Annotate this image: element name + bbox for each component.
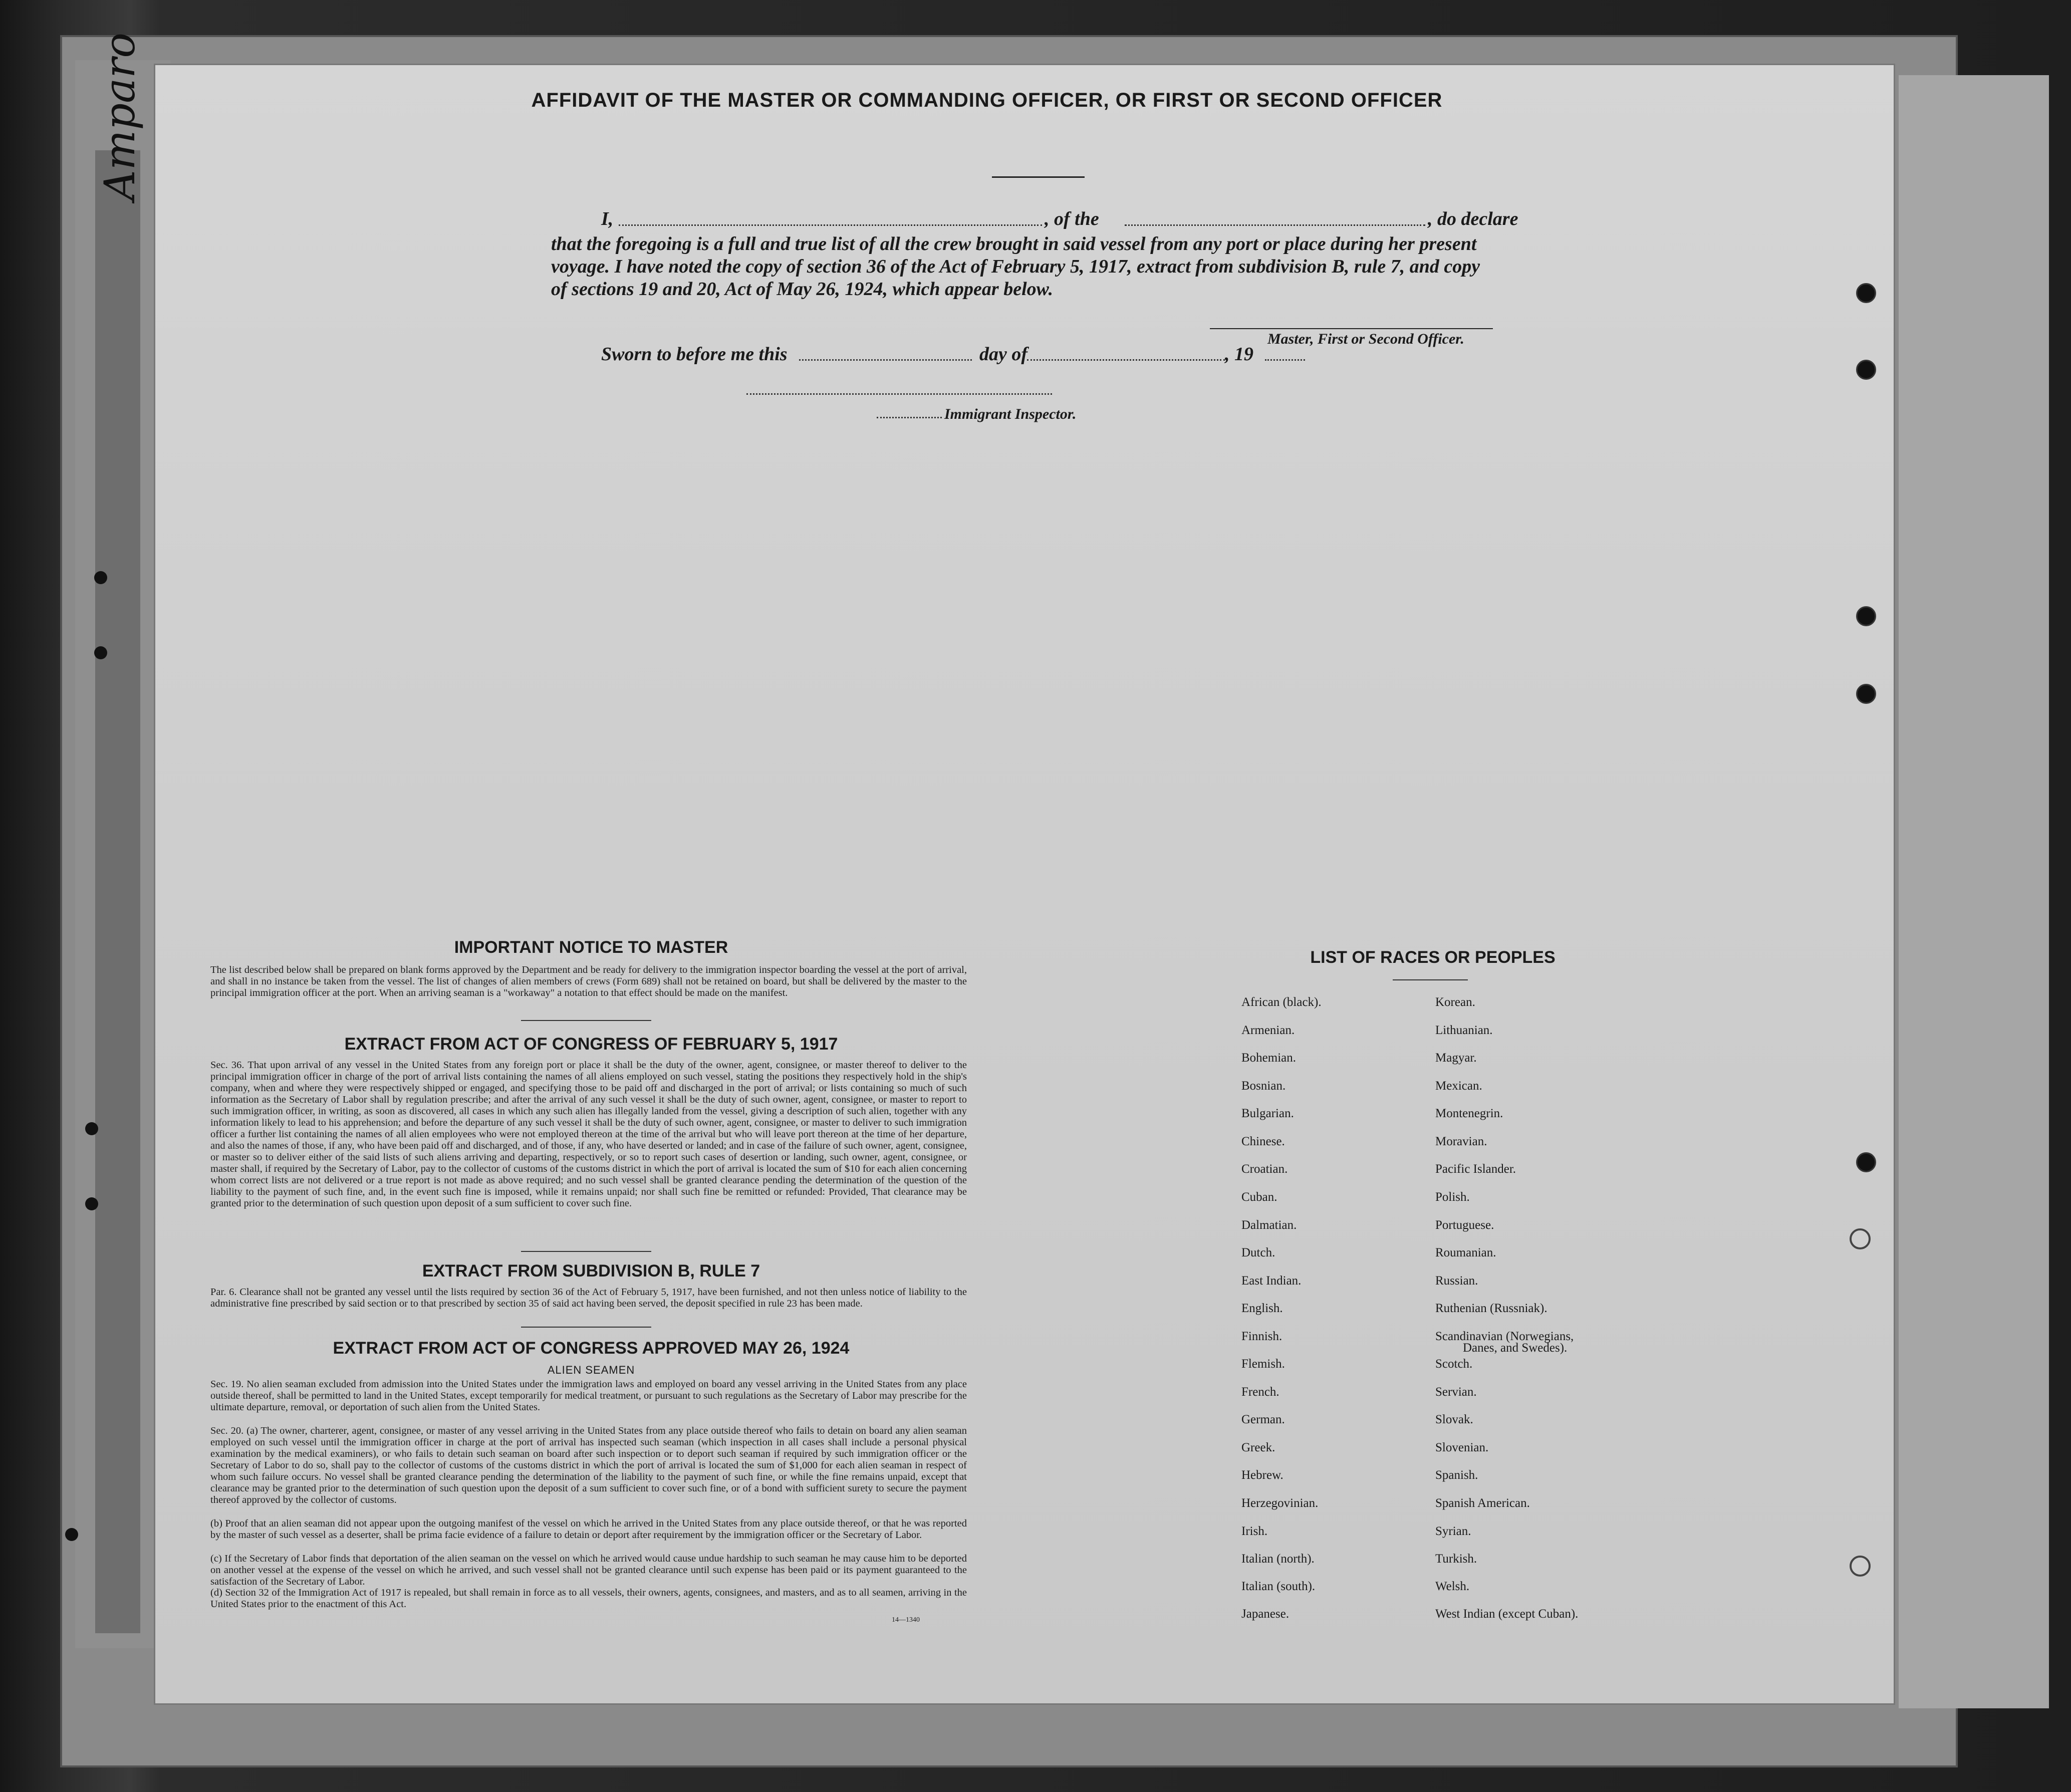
notice-title: IMPORTANT NOTICE TO MASTER [454, 938, 728, 957]
race-left-item: Bohemian. [1241, 1051, 1297, 1065]
subdivision-b-title: EXTRACT FROM SUBDIVISION B, RULE 7 [422, 1261, 760, 1281]
races-title-underline [1393, 979, 1468, 980]
sworn-year-blank [1265, 359, 1305, 361]
race-left-item: Flemish. [1241, 1357, 1285, 1371]
race-left-item: Italian (north). [1241, 1552, 1315, 1566]
extract-1924-title: EXTRACT FROM ACT OF CONGRESS APPROVED MAY 26, 1924 [333, 1339, 850, 1358]
notice-body: The list described below shall be prepared on blank forms approved by the Department and be ready for delivery to the immigration inspector boarding the vessel at the port of arrival, and shall in no instance be taken from the vessel. The list of changes of alien members of crews (Form 689) shall not be retained on board, but shall be delivered by the master to the principal immigration officer at the port. When an arriving seaman is a "workaway" a notation to that effect should be made on the manifest. [210, 964, 967, 998]
race-right-item: Spanish American. [1435, 1496, 1530, 1510]
race-right-item: Slovenian. [1435, 1441, 1489, 1454]
inspector-signature-line [746, 393, 1052, 395]
race-right-item: Ruthenian (Russniak). [1435, 1302, 1547, 1315]
affidavit-do-declare: , do declare [1428, 208, 1518, 229]
race-right-item: Moravian. [1435, 1135, 1487, 1148]
affidavit-line-4: of sections 19 and 20, Act of May 26, 1924, which appear below. [551, 279, 1054, 300]
punch-hole [1856, 360, 1876, 380]
affidavit-title: AFFIDAVIT OF THE MASTER OR COMMANDING OFFICER, OR FIRST OR SECOND OFFICER [531, 89, 1443, 111]
binding-hole [94, 646, 107, 659]
binding-hole [85, 1122, 98, 1135]
race-right-item: Russian. [1435, 1274, 1478, 1288]
race-right-item: Slovak. [1435, 1413, 1473, 1426]
title-underline [992, 176, 1085, 178]
sec-20b-body: (b) Proof that an alien seaman did not appear upon the outgoing manifest of the vessel on which he arrived in the United States from any place outside thereof, or that he was reported by the master of such vessel as a deserter, shall be prima facie evidence of a failure to detain or deport after requirement by the immigration officer or the Secretary of Labor. [210, 1518, 967, 1541]
race-left-item: French. [1241, 1385, 1279, 1399]
race-item-continuation: Danes, and Swedes). [1463, 1341, 1568, 1355]
race-right-item: Syrian. [1435, 1524, 1471, 1538]
sec-20c-body: (c) If the Secretary of Labor finds that deportation of the alien seaman on the vessel on which he arrived would cause undue hardship to such seaman he may cause him to be deported on another vessel at the expense of the vessel on which he arrived, and such vessel shall not be granted clearance until such expense has been paid or its payment guaranteed to the satisfaction of the Secretary of Labor. [210, 1553, 967, 1587]
race-left-item: Italian (south). [1241, 1580, 1316, 1593]
sworn-day-of: day of [979, 344, 1028, 365]
race-right-item: Magyar. [1435, 1051, 1477, 1065]
races-title: LIST OF RACES OR PEOPLES [1310, 948, 1556, 967]
vessel-blank [1125, 224, 1425, 226]
race-right-item: Pacific Islander. [1435, 1162, 1516, 1176]
sec-20a-body: Sec. 20. (a) The owner, charterer, agent, consignee, or master of any vessel arriving in the United States from any place outside thereof who fails to detain on board any alien seaman employed on such vessel until the immigration officer in charge at the port of arrival has inspected such seaman (which inspection in all cases shall include a personal physical examination by the medical examiners), or who fails to detain such seaman on board after such inspection or to deport such seaman if required by such immigration officer or the Secretary of Labor to do so, shall pay to the collector of customs of the customs district in which the port of arrival is located the sum of $1,000 for each alien seaman in respect of whom such failure occurs. No vessel shall be granted clearance pending the determination of the liability to the payment of such fine, or while the fine remains unpaid, except that clearance may be granted prior to the determination of such question upon the deposit of a sum sufficient to cover such fine, or of a bond with sufficient surety to secure the payment thereof approved by the collector of customs. [210, 1425, 967, 1505]
race-left-item: Chinese. [1241, 1135, 1285, 1148]
race-right-item: Lithuanian. [1435, 1023, 1493, 1037]
race-left-item: English. [1241, 1302, 1283, 1315]
margin-handwriting: Amparo [95, 33, 144, 200]
master-label: Master, First or Second Officer. [1267, 331, 1464, 347]
sworn-month-blank [1027, 359, 1225, 361]
race-right-item: West Indian (except Cuban). [1435, 1607, 1579, 1621]
race-left-item: Finnish. [1241, 1330, 1282, 1343]
race-right-item: Turkish. [1435, 1552, 1477, 1566]
name-blank [619, 224, 1042, 226]
race-left-item: Bulgarian. [1241, 1107, 1294, 1120]
punch-hole [1856, 606, 1876, 626]
race-left-item: East Indian. [1241, 1274, 1302, 1288]
extract-1917-body: Sec. 36. That upon arrival of any vessel in the United States from any foreign port or place it shall be the duty of the owner, agent, consignee, or master thereof to deliver to the principal immigration officer in charge of the port of arrival lists containing the names of all aliens employed on such vessel, stating the positions they respectively hold in the ship's company, when and where they were respectively shipped or engaged, and specifying those to be paid off and discharged in the port of arrival; or lists containing so much of such information as the Secretary of Labor shall by regulation prescribe; and after the arrival of any such vessel it shall be the duty of such owner, agent, consignee, or master to report to such immigration officer, in writing, as soon as discovered, all cases in which any such alien has illegally landed from the vessel, giving a description of such alien, together with any information likely to lead to his apprehension; and before the departure of any such vessel it shall be the duty of such owner, agent, consignee, or master to deliver to such immigration officer a further list containing the names of all alien employees who were not employed thereon at the time of the arrival but who will leave port thereon at the time of her departure, and also the names of those, if any, who have been paid off and discharged, and of those, if any, who have deserted or landed; and in case of the failure of such owner, agent, consignee, or master so to deliver either of the said lists of such aliens arriving and departing, respectively, or so to report such cases of desertion or landing, such owner, agent, consignee, or master shall, if required by the Secretary of Labor, pay to the collector of customs of the customs district in which the port of arrival is located the sum of $10 for each alien concerning whom correct lists are not delivered or a true report is not made as above required; and no such vessel shall be granted clearance pending the determination of the question of the liability to the payment of such fine, and, in the event such fine is imposed, while it remains unpaid; nor shall such fine be remitted or refunded: Provided, That clearance may be granted prior to the determination of such question upon deposit of a sum sufficient to cover such fine. [210, 1060, 967, 1209]
race-left-item: Dutch. [1241, 1246, 1275, 1259]
race-right-item: Polish. [1435, 1190, 1470, 1204]
sec-19-body: Sec. 19. No alien seaman excluded from admission into the United States under the immigration laws and employed on board any vessel arriving in the United States from any place outside thereof, shall be permitted to land in the United States, except temporarily for medical treatment, or pursuant to such regulations as the Secretary of Labor may prescribe for the ultimate departure, removal, or deportation of such alien from the United States. [210, 1379, 967, 1413]
race-right-item: Korean. [1435, 995, 1475, 1009]
race-right-item: Spanish. [1435, 1468, 1478, 1482]
race-right-item: Scandinavian (Norwegians, [1435, 1330, 1574, 1343]
sworn-year: , 19 [1225, 344, 1253, 365]
inspector-lead-dots [877, 417, 942, 418]
race-left-item: German. [1241, 1413, 1285, 1426]
race-left-item: Dalmatian. [1241, 1218, 1297, 1232]
affidavit-i: I, [601, 208, 614, 229]
punch-hole [1856, 684, 1876, 704]
right-underlying-sheet [1899, 75, 2049, 1708]
race-left-item: Irish. [1241, 1524, 1268, 1538]
race-left-item: Herzegovinian. [1241, 1496, 1319, 1510]
inspector-label: Immigrant Inspector. [944, 406, 1077, 422]
sworn-day-blank [799, 359, 972, 361]
binding-hole [85, 1197, 98, 1210]
sec-20d-body: (d) Section 32 of the Immigration Act of 1917 is repealed, but shall remain in force as to all vessels, their owners, agents, consignees, and masters, and as to all seamen, arriving in the United States prior to the enactment of this Act. [210, 1587, 967, 1610]
race-left-item: Cuban. [1241, 1190, 1277, 1204]
sworn-prefix: Sworn to before me this [601, 344, 788, 365]
binding-hole [65, 1528, 78, 1541]
affidavit-line-3: voyage. I have noted the copy of section 36 of the Act of February 5, 1917, extract from subdivision B, rule 7, and copy [551, 256, 1480, 277]
race-left-item: Japanese. [1241, 1607, 1289, 1621]
race-right-item: Portuguese. [1435, 1218, 1494, 1232]
race-right-item: Roumanian. [1435, 1246, 1496, 1259]
section-divider [521, 1020, 651, 1021]
form-number: 14—1340 [892, 1616, 920, 1624]
punch-hole [1856, 283, 1876, 303]
race-left-item: Greek. [1241, 1441, 1275, 1454]
race-left-item: African (black). [1241, 995, 1322, 1009]
master-signature-line [1210, 328, 1493, 329]
punch-hole [1856, 1152, 1876, 1172]
race-right-item: Montenegrin. [1435, 1107, 1503, 1120]
subdivision-b-body: Par. 6. Clearance shall not be granted any vessel until the lists required by section 36 of the Act of February 5, 1917, have been furnished, and not then unless notice of liability to the administrative fine prescribed by said section or to that prescribed by section 35 of said act having been served, the deposit specified in rule 23 has been made. [210, 1287, 967, 1309]
race-left-item: Bosnian. [1241, 1079, 1286, 1093]
punch-hole [1850, 1228, 1871, 1249]
affidavit-of-the: , of the [1045, 208, 1099, 229]
punch-hole [1850, 1556, 1871, 1577]
race-right-item: Mexican. [1435, 1079, 1482, 1093]
section-divider [521, 1327, 651, 1328]
extract-1917-title: EXTRACT FROM ACT OF CONGRESS OF FEBRUARY 5, 1917 [344, 1035, 838, 1054]
bleed-through-text [456, 120, 1758, 155]
affidavit-line-2: that the foregoing is a full and true list of all the crew brought in said vessel from any port or place during her present [551, 233, 1477, 254]
race-left-item: Hebrew. [1241, 1468, 1283, 1482]
section-divider [521, 1251, 651, 1252]
binding-hole [94, 571, 107, 584]
race-right-item: Servian. [1435, 1385, 1477, 1399]
race-left-item: Croatian. [1241, 1162, 1288, 1176]
alien-seamen-subtitle: ALIEN SEAMEN [547, 1364, 635, 1376]
race-left-item: Armenian. [1241, 1023, 1295, 1037]
race-right-item: Scotch. [1435, 1357, 1473, 1371]
left-binding-tab [95, 150, 140, 1633]
race-right-item: Welsh. [1435, 1580, 1470, 1593]
